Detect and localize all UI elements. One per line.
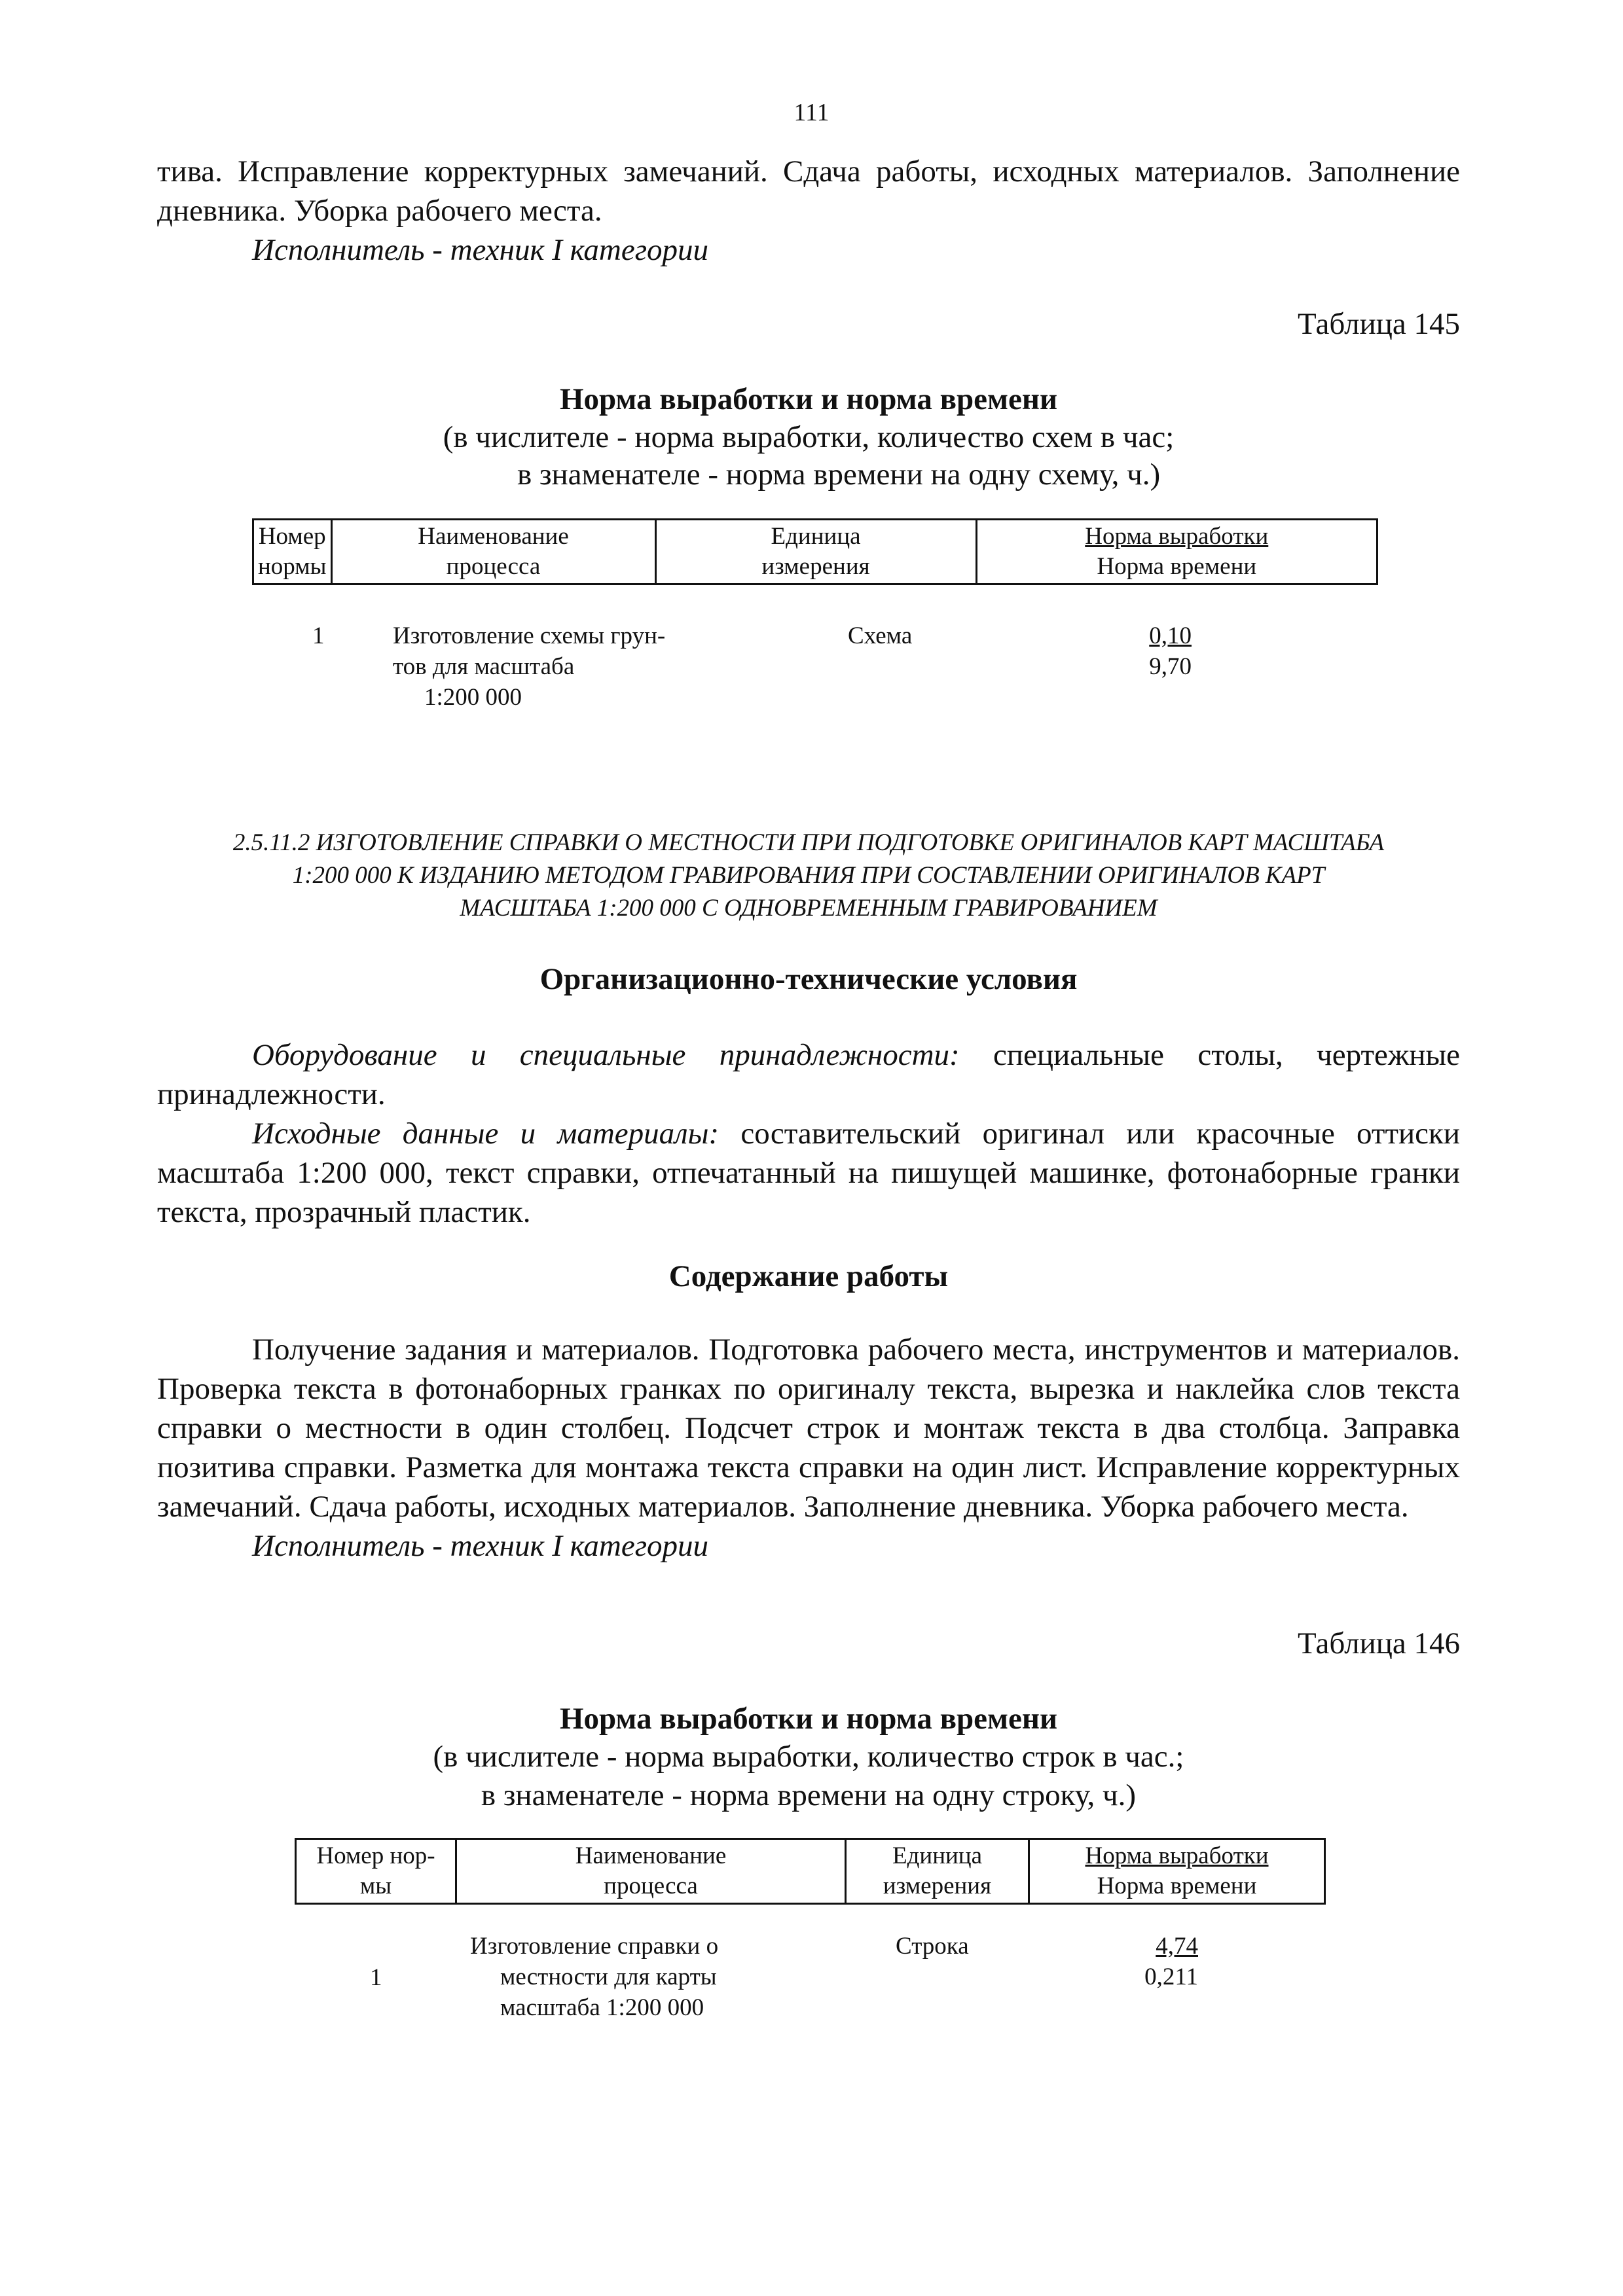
equipment-paragraph: Оборудование и специальные принадлежности: специальные столы, чертежные принадлежности. xyxy=(157,1038,1460,1111)
header-unit: Единица измерения xyxy=(655,520,976,584)
table-146-title: Норма выработки и норма времени xyxy=(559,1702,1058,1736)
header-number: Номер нормы xyxy=(253,520,332,584)
content-heading: Содержание работы xyxy=(668,1259,949,1293)
header-unit: Единица измерения xyxy=(846,1839,1029,1904)
table-145-row-unit: Схема xyxy=(848,622,913,649)
table-145-row-number: 1 xyxy=(312,622,325,649)
header-process: Наименование процесса xyxy=(456,1839,846,1904)
header-rate: Норма выработки Норма времени xyxy=(1029,1839,1325,1904)
source-paragraph: Исходные данные и материалы: составительский оригинал или красочные оттиски масштаба 1:200 000, текст справки, отпечатанный на пишущей машинке, фотонаборные гранки текста, прозрачный пластик. xyxy=(157,1117,1461,1229)
table-146-row-values: 4,74 0,211 xyxy=(1144,1933,1198,1990)
section-executor-line: Исполнитель - техник I категории xyxy=(252,1529,709,1563)
header-number: Номер нор- мы xyxy=(296,1839,456,1904)
header-process: Наименование процесса xyxy=(331,520,655,584)
table-146-header xyxy=(295,1838,1326,1905)
table-145-row-values: 0,10 9,70 xyxy=(1149,622,1192,680)
table-145-subtitle-1: (в числителе - норма выработки, количество схем в час; xyxy=(443,420,1175,454)
table-145-title: Норма выработки и норма времени xyxy=(559,382,1058,416)
content-body xyxy=(157,1330,1460,1566)
table-146-row-number: 1 xyxy=(370,1964,382,1991)
continuation-text: тива. Исправление корректурных замечаний. Сдача работы, исходных материалов. Заполнение дневника. Уборка рабочего места. xyxy=(157,154,1460,228)
conditions-body xyxy=(157,1035,1460,1232)
table-145-subtitle-2: в знаменателе - норма времени на одну схему, ч.) xyxy=(517,457,1161,492)
table-146-row-unit: Строка xyxy=(896,1933,969,1960)
table-145-row-name: Изготовление схемы грун- тов для масштаба 1:200 000 xyxy=(393,622,666,711)
executor-line: Исполнитель - техник I категории xyxy=(252,233,709,267)
header-rate: Норма выработки Норма времени xyxy=(976,520,1377,584)
content-paragraph: Получение задания и материалов. Подготовка рабочего места, инструментов и материалов. Проверка текста в фотонаборных гранках по оригиналу текста, вырезка и наклейка слов текста справки о местности в один столбец. Подсчет строк и монтаж текста в два столбца. Заправка позитива справки. Разметка для монтажа текста справки на один лист. Исправление корректурных замечаний. Сдача работы, исходных материалов. Заполнение дневника. Уборка рабочего места. xyxy=(157,1333,1460,1524)
table-146-subtitle-1: (в числителе - норма выработки, количество строк в час.; xyxy=(433,1740,1184,1774)
table-146-label: Таблица 146 xyxy=(1297,1626,1460,1660)
page-number: 111 xyxy=(793,99,830,126)
section-title: 2.5.11.2 ИЗГОТОВЛЕНИЕ СПРАВКИ О МЕСТНОСТИ ПРИ ПОДГОТОВКЕ ОРИГИНАЛОВ КАРТ МАСШТАБА 1:200 000 К ИЗДАНИЮ МЕТОДОМ ГРАВИРОВАНИЯ ПРИ СОСТАВЛЕНИИ ОРИГИНАЛОВ КАРТ МАСШТАБА 1:200 000 С ОДНОВРЕМЕННЫМ ГРАВИРОВАНИЕМ xyxy=(232,829,1385,922)
table-146-subtitle-2: в знаменателе - норма времени на одну строку, ч.) xyxy=(481,1778,1137,1812)
table-145-header xyxy=(252,518,1378,585)
continuation-paragraph xyxy=(157,152,1460,270)
table-145-label: Таблица 145 xyxy=(1297,307,1460,341)
conditions-heading: Организационно-технические условия xyxy=(539,962,1078,996)
table-146-row-name: Изготовление справки о местности для карты масштаба 1:200 000 xyxy=(470,1933,719,2021)
